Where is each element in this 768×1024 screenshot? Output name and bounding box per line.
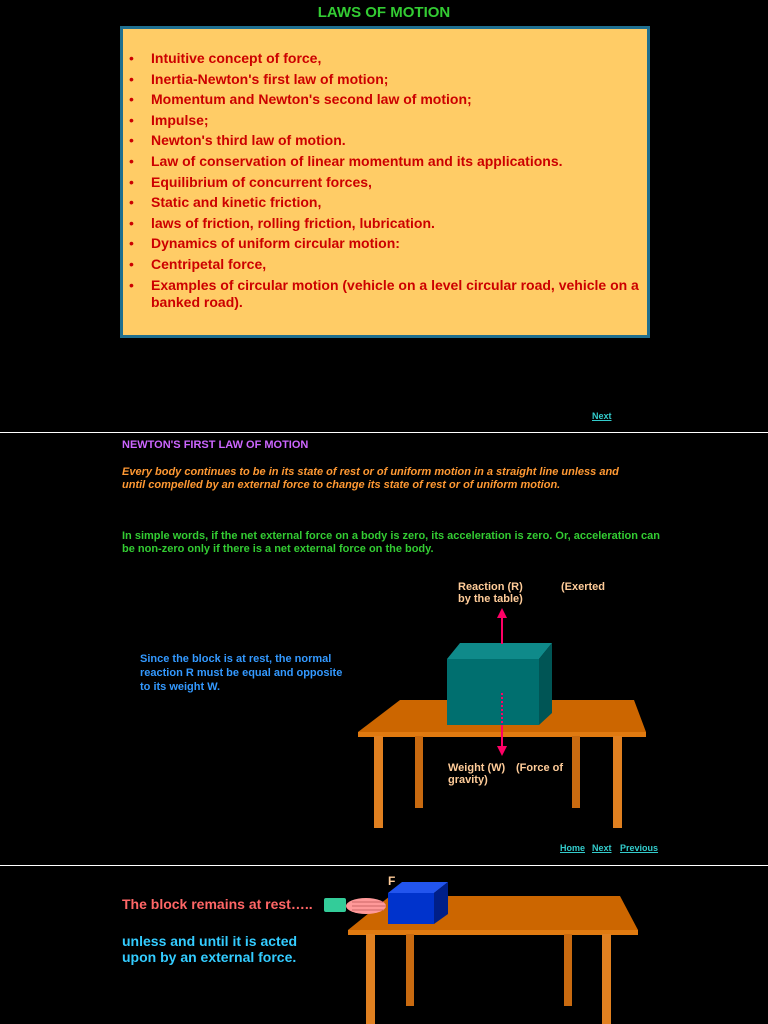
slide1-title: LAWS OF MOTION [317,4,451,21]
list-item: • Newton's third law of motion. [129,132,346,149]
block-front [447,659,539,725]
table-block-illustration [350,605,660,840]
list-item: • Inertia-Newton's first law of motion; [129,70,389,87]
push-block-illustration [320,878,650,1024]
table-leg [415,736,423,808]
list-item: • Intuitive concept of force, [129,50,322,66]
slide1-next-link[interactable]: Next [592,411,612,421]
weight-note-2: gravity) [448,774,488,786]
slide-divider [0,432,768,433]
table-leg [374,736,383,828]
bullet: • [129,111,134,128]
external-force-text: unless and until it is acted upon by an external force. [122,933,298,965]
reaction-note-2: by the table) [458,593,523,605]
weight-note: (Force of [516,762,564,774]
bullet: • [129,214,134,231]
table-leg [613,736,622,828]
list-item: • laws of friction, rolling friction, lubrication. [129,214,435,231]
bullet: • [129,276,134,293]
reaction-note: (Exerted [561,581,606,593]
slide-divider [0,865,768,866]
bullet: • [129,173,134,190]
previous-link[interactable]: Previous [620,843,659,853]
table-leg [572,736,580,808]
sleeve [324,898,346,912]
table-leg [366,934,375,1024]
equilibrium-note: Since the block is at rest, the normal reaction R must be equal and opposite to its weight W. [140,653,343,693]
table-leg [564,934,572,1006]
block-front [388,893,434,924]
list-item: • Centripetal force, [129,255,267,272]
topics-list [123,29,647,311]
list-item: • Momentum and Newton's second law of motion; [129,91,472,108]
simple-words-text: In simple words, if the net external force on a body is zero, its acceleration is zero. Or, acceleration can be non-zero only if there is a net external force on the body. [122,530,660,555]
topics-box [120,26,650,338]
bullet: • [129,152,134,169]
weight-arrowhead [497,746,507,756]
list-item: • Law of conservation of linear momentum and its applications. [129,152,563,169]
table-leg [406,934,414,1006]
slide2-next-link[interactable]: Next [592,843,612,853]
table-edge [348,930,638,935]
reaction-label: Reaction (R) [458,581,523,593]
bullet: • [129,50,134,66]
block-top [447,643,552,659]
list-item: • Examples of circular motion (vehicle on a level circular road, vehicle on a banked road). [129,276,639,310]
list-item: • Static and kinetic friction, [129,194,322,211]
bullet: • [129,255,134,272]
first-law-statement: Every body continues to be in its state of rest or of uniform motion in a straight line unless and until compelled by an external force to change its state of rest or of uniform motion. [122,466,619,491]
home-link[interactable]: Home [560,843,586,853]
list-item: • Dynamics of uniform circular motion: [129,235,400,252]
reaction-arrowhead [497,608,507,618]
bullet: • [129,132,134,149]
list-item: • Equilibrium of concurrent forces, [129,173,372,190]
bullet: • [129,70,134,87]
block-rest-text: The block remains at rest….. [122,896,313,912]
slide2-heading: NEWTON'S FIRST LAW OF MOTION [122,439,309,451]
bullet: • [129,194,134,211]
bullet: • [129,235,134,252]
force-label: F [388,874,396,888]
bullet: • [129,91,134,108]
table-leg [602,934,611,1024]
weight-label: Weight (W) [448,762,506,774]
list-item: • Impulse; [129,111,209,128]
